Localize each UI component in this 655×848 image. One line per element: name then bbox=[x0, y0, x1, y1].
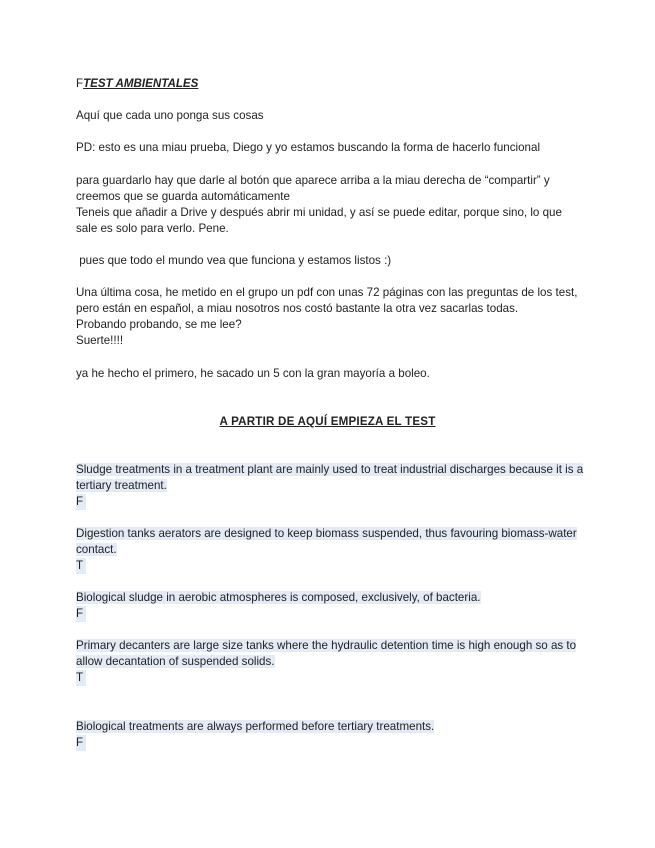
last-line-3: Suerte!!!! bbox=[76, 334, 124, 347]
section-heading: A PARTIR DE AQUÍ EMPIEZA EL TEST bbox=[219, 415, 436, 428]
question-text: Primary decanters are large size tanks where the hydraulic detention time is high enough so as to allow decantation of suspended solids. bbox=[76, 639, 577, 668]
doc-title bbox=[76, 76, 585, 92]
question-text: Biological treatments are always performed before tertiary treatments. bbox=[76, 720, 435, 733]
save-line-2: Teneis que añadir a Drive y después abrir mi unidad, y así se puede editar, porque sino, lo que sale es solo para verlo. Pene. bbox=[76, 206, 562, 235]
ps-paragraph: PD: esto es una miau prueba, Diego y yo estamos buscando la forma de hacerlo funcional bbox=[76, 141, 541, 154]
answer: F bbox=[76, 494, 86, 510]
question-text: Digestion tanks aerators are designed to keep biomass suspended, thus favouring biomass-water contact. bbox=[76, 527, 577, 556]
save-line-1: para guardarlo hay que darle al botón que aparece arriba a la miau derecha de “compartir” y creemos que se guarda automáticamente bbox=[76, 174, 550, 203]
question-text: Biological sludge in aerobic atmospheres is composed, exclusively, of bacteria. bbox=[76, 591, 481, 604]
intro-paragraph: Aquí que cada uno ponga sus cosas bbox=[76, 109, 264, 122]
answer: F bbox=[76, 735, 86, 751]
save-instructions bbox=[76, 173, 585, 237]
answer: T bbox=[76, 670, 86, 686]
answer: T bbox=[76, 558, 86, 574]
last-note bbox=[76, 285, 585, 349]
everyone-paragraph: pues que todo el mundo vea que funciona y estamos listos :) bbox=[76, 254, 392, 267]
question-item bbox=[76, 590, 585, 622]
question-item bbox=[76, 719, 585, 751]
question-text: Sludge treatments in a treatment plant are mainly used to treat industrial discharges because it is a tertiary treatment. bbox=[76, 463, 584, 492]
last-line-2: Probando probando, se me lee? bbox=[76, 318, 242, 331]
last-line-1: Una última cosa, he metido en el grupo un pdf con unas 72 páginas con las preguntas de los test, pero están en español, a miau nosotros nos costó bastante la otra vez sacarlas todas. bbox=[76, 286, 578, 315]
question-item bbox=[76, 526, 585, 574]
done-paragraph: ya he hecho el primero, he sacado un 5 con la gran mayoría a boleo. bbox=[76, 367, 430, 380]
question-item bbox=[76, 462, 585, 510]
title-text: TEST AMBIENTALES bbox=[83, 77, 199, 90]
question-item bbox=[76, 638, 585, 686]
answer: F bbox=[76, 606, 86, 622]
title-prefix: F bbox=[76, 77, 84, 90]
